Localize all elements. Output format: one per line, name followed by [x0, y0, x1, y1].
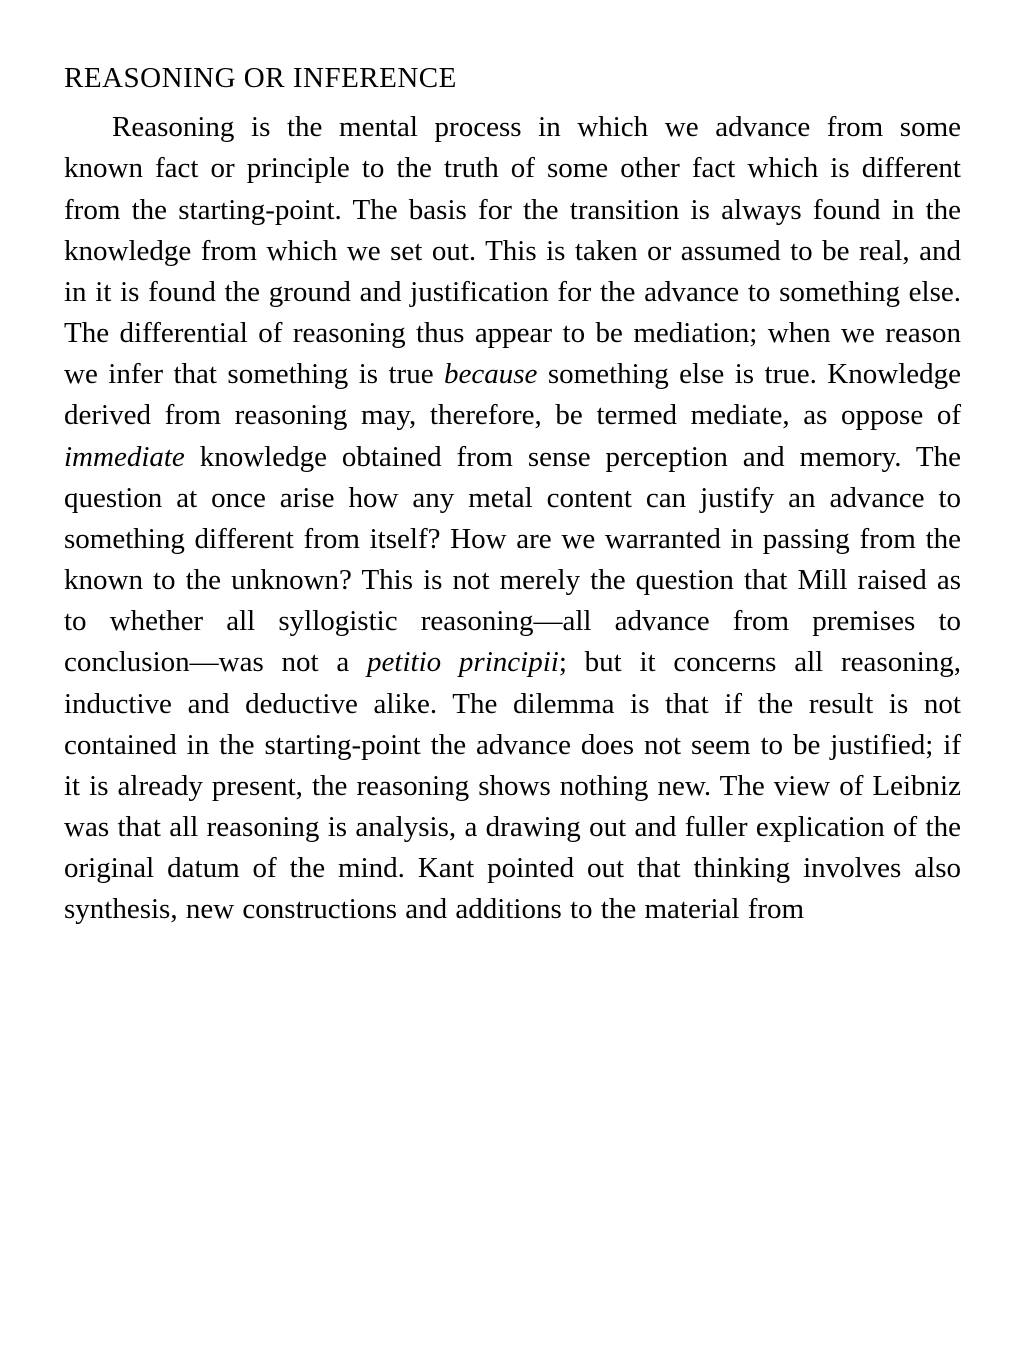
page-title: REASONING OR INFERENCE — [64, 62, 457, 94]
text-segment-italic-immediate: immediate — [64, 440, 185, 473]
text-segment: something else is true. Knowledge derived from reasoning may, therefore, be termed mediate, as oppose of — [64, 358, 961, 432]
text-segment: Reasoning is the mental process in which we advance from some known fact or principle to the truth of some other fact which is different from the starting-point. The basis for the transition is always found in the knowledge from which we set out. This is taken or assumed to be real, and in it is found the ground and justification for the advance to something else. The differential of reasoning thus appear to be mediation; when we reason we infer that something is true — [64, 111, 961, 391]
text-segment-italic-because: because — [444, 358, 538, 391]
text-segment: ; but it concerns all reasoning, inductive and deductive alike. The dilemma is that if the result is not contained in the starting-point the advance does not seem to be justified; if it is already present, the reasoning shows nothing new. The view of Leibniz was that all reasoning is analysis, a drawing out and fuller explication of the original datum of the mind. Kant pointed out that thinking involves also synthesis, new constructions and additions to the material from — [64, 646, 962, 926]
text-segment: knowledge obtained from sense perception and memory. The question at once arise how any metal content can justify an advance to something different from itself? How are we warranted in passing from the known to the unknown? This is not merely the question that Mill raised as to whether all syllogistic reasoning—all advance from premises to conclusion—was not a — [64, 440, 961, 679]
text-segment-italic-petitio-principii: petitio principii — [367, 646, 559, 679]
body-paragraph — [64, 107, 961, 930]
